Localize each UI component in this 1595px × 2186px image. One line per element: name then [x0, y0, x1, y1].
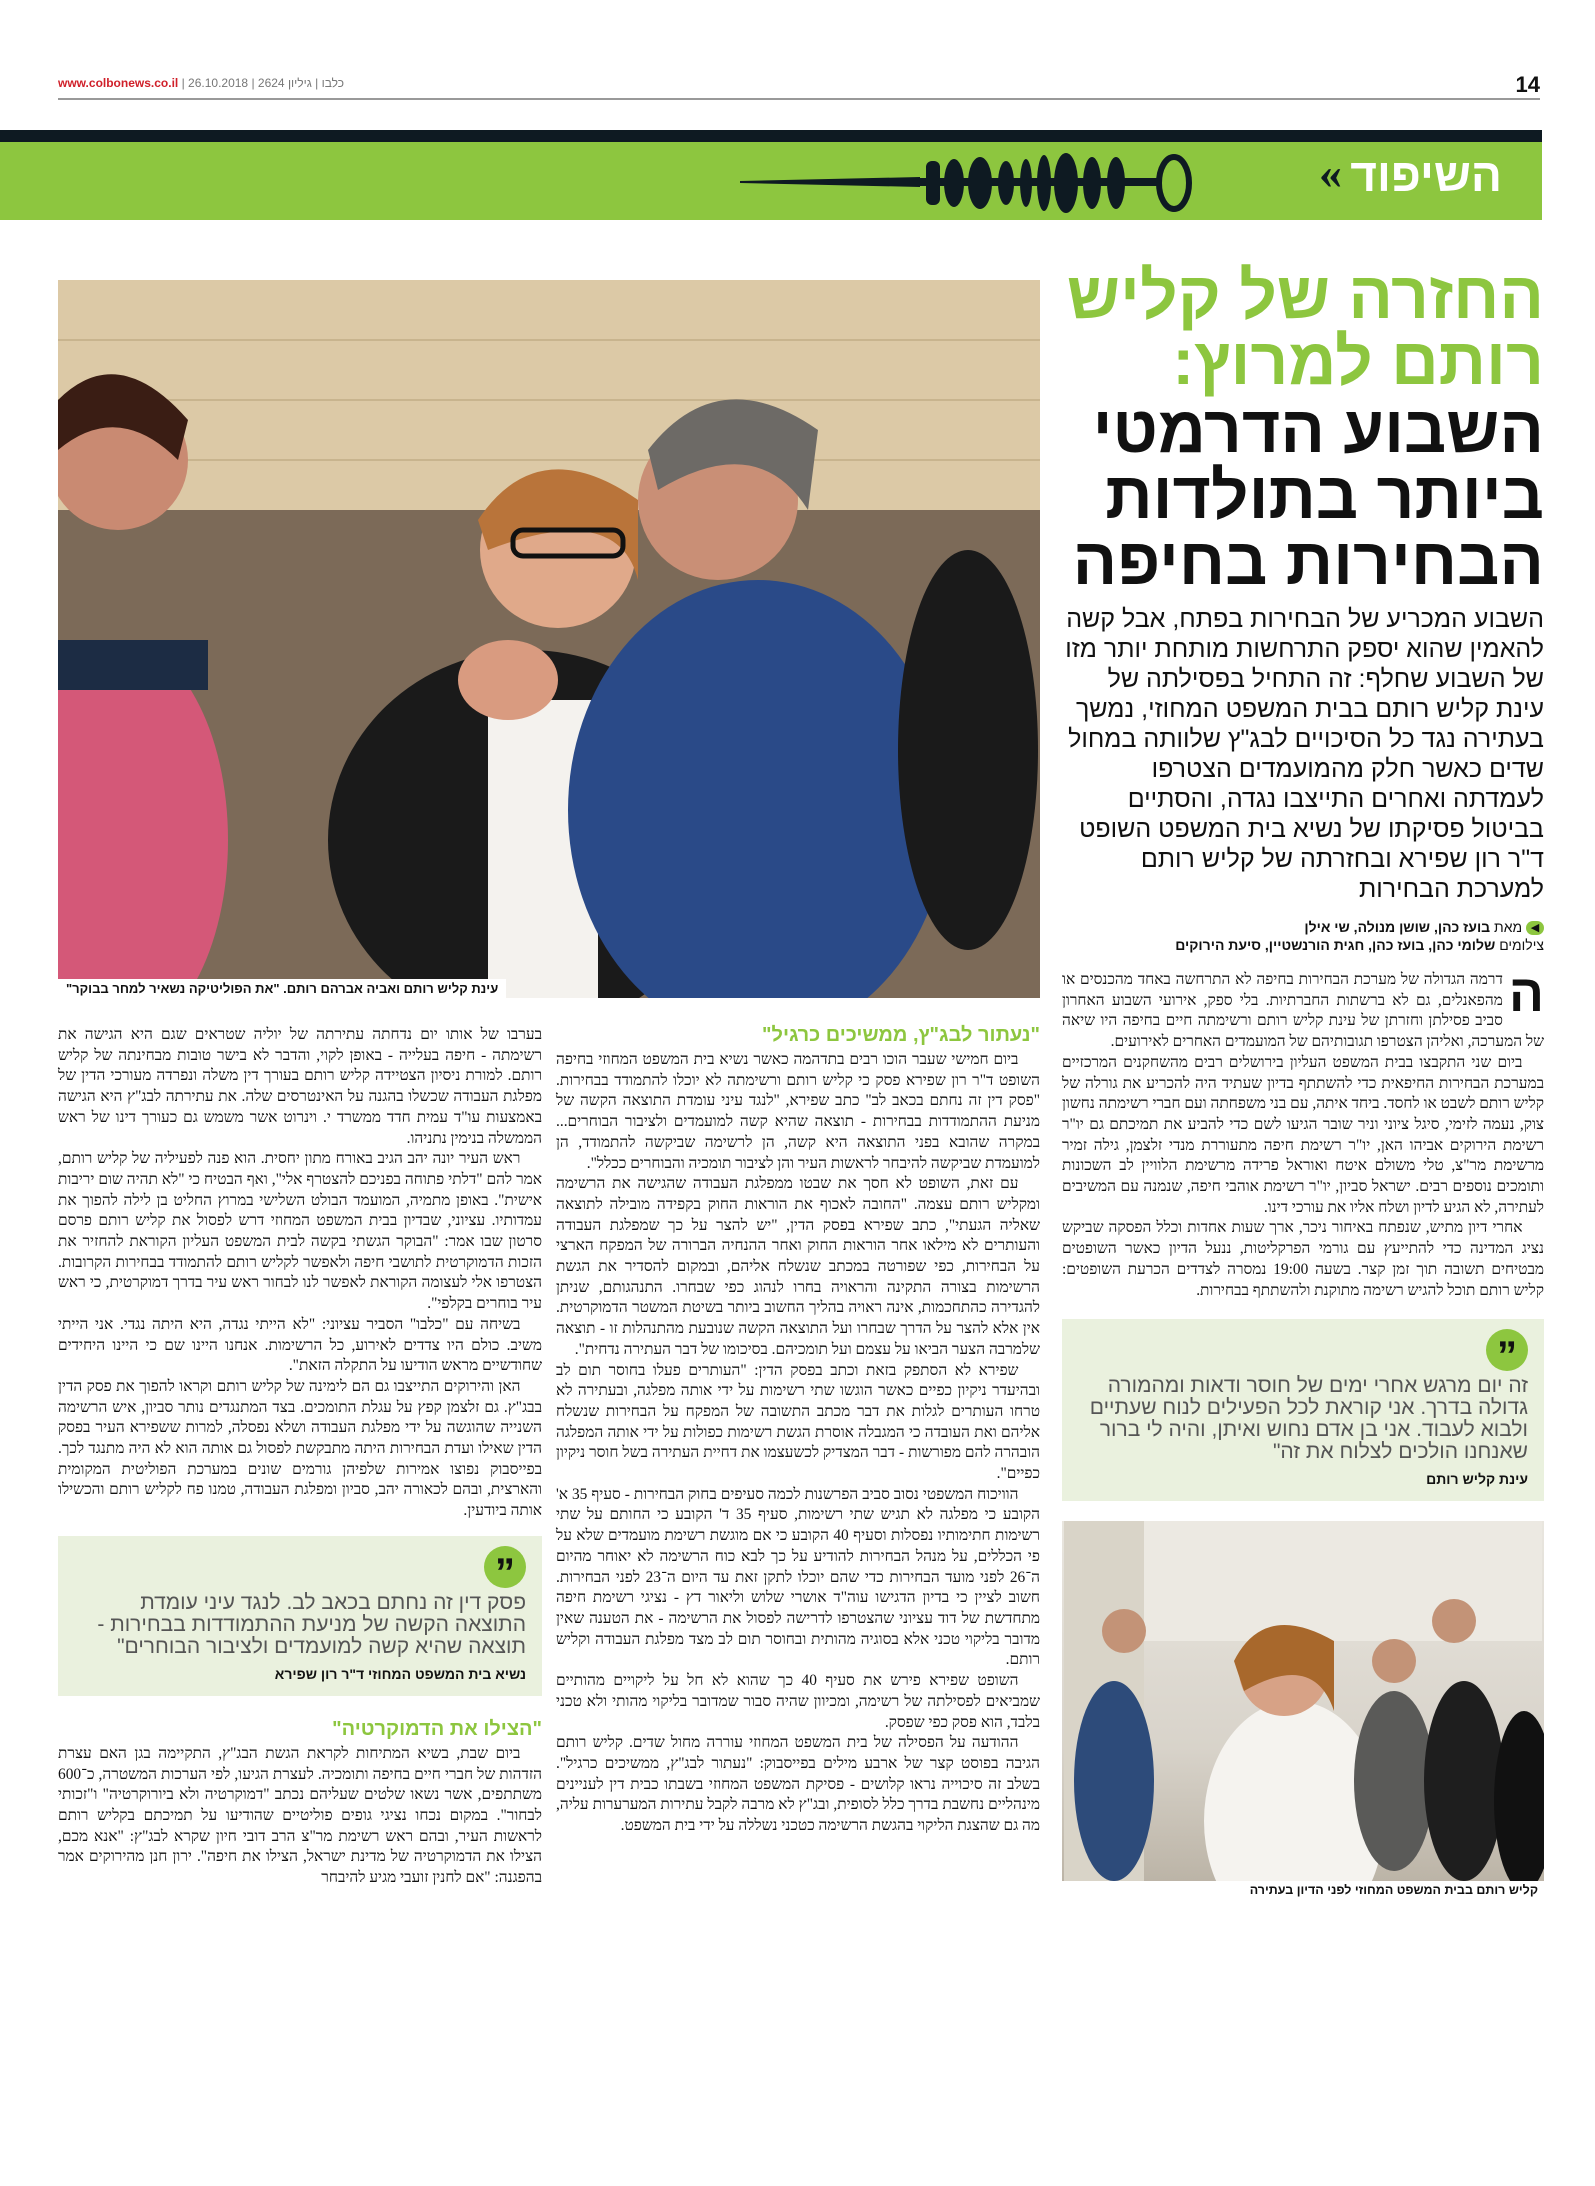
paragraph: ביום שני התקבצו בבית המשפט העליון בירושלים רבים מהשחקנים המרכזיים במערכת הבחירות החיפאית כדי להשתתף בדיון שעתיד היה להכריע את גורלה של קליש רותם לשבט או לחסד. ביחד איתה, עם בני משפחתה ועם חברי רשימתה נחשון צוק, נעמה לזימי, סיגל ציוני וניר שובר הגיעו לשם כדי להביע את תמיכתם גם יו"ר רשימת הירוקים אביהו האן, יו"ר רשימת חיפה מתעוררת מנדי זלצמן, גילה זמיר מרשימת מר"צ, טלי משולם איטח ואוראל פרידה מרשימת הלוויין לב השכונות ותומכים נוספים רבים. ישראל סביון, יו"ר רשימת אוהבי חיפה, שנמנה עם המשיבים לעתירה, לא הגיע לדיון ושלח אליו את עורכי דינו.	[1062, 1053, 1544, 1216]
paragraph: ראש העיר יונה יהב הגיב באורח מתון יחסית. הוא פנה לפעיליה של קליש רותם, אמר להם "דלתי פתוחה בפניכם להצטרף אלי", ואף הבטיח כי "לא תהיה שום יריבות אישית". באופן מתמיה, המועמד הבולט השלישי במרוץ החליט בן לילה להפוך את עמדותיו. עציוני, שבדיון בבית המשפט המחוזי דרש לפסול את קליש רותם פרסם סרטון שבו אמר: "הבוקר הגשתי בקשה לבית המשפט העליון הקוראת להחזיר את הזכות הדמוקרטית לתושבי חיפה ולאפשר לקליש רותם להתמודד בבחירות הקרובות. הצטרפו אלי לעצומה הקוראת לאפשר לנו לבחור ראש עיר בדרך דמוקרטית, כי ראש עיר בוחרים בקלפי".	[58, 1150, 542, 1313]
photo-credits-line	[1062, 936, 1544, 954]
paragraph: בשיחה עם "כלבו" הסביר עציוני: "לא הייתי נגדה, היא היתה נגדי. אני הייתי משיב. כולם היו צדדים לאירוע, כל הרשימות. אנחנו היינו שם כי היינו היחידים שחודשיים מראש הודיעו על התקלה הזאת".	[58, 1315, 542, 1375]
left-column-stack	[58, 1025, 542, 1889]
photo-credits: שלומי כהן, בועז כהן, חגית הורנשטיין, סיעת הירוקים	[1175, 937, 1496, 953]
byline-authors: בועז כהן, שושן מנולה, שי אילן	[1304, 919, 1491, 935]
right-column-stack	[1062, 258, 1544, 1899]
paragraph: אחרי דיון מתיש, שנפתח באיחור ניכר, ארך שעות אחדות וכלל הפסקה שביקש נציג המדינה כדי להתייעץ עם גורמי הפרקליטות, ננעל הדיון כאשר השופטים מבטיחים תשובה תוך זמן קצר. בשעה 19:00 נמסרה לצדדים הכרעת השופטים: קליש רותם תוכל להגיש רשימה מתוקנת ולהשתתף בבחירות.	[1062, 1219, 1544, 1299]
quote-icon: ”	[484, 1546, 526, 1588]
bottom-photo	[1062, 1521, 1544, 1899]
column-left-continued	[58, 1716, 542, 1889]
subheading: "הצילו את הדמוקרטיה"	[332, 1717, 542, 1740]
paragraph: הוויכוח המשפטי נסוב סביב הפרשנות לכמה סעיפים בחוק הבחירות - סעיף 35 א' הקובע כי מפלגה לא תגיש שתי רשימות, סעיף 35 ד' הקובע כי החותם על שתי רשימות חתימותיו נפסלות וסעיף 40 הקובע כי אם מוגשת רשימת מועמדים שלא על פי הכללים, על מנהל הבחירות להודיע על כך לבא כוח הרשימה לא יאוחר מהיום ה־26 לפני מועד הבחירות כדי שהם יוכלו לתקן זאת עד היום ה־23 לפני הבחירות. חשוב לציין כי בדיון הדגישו עוה"ד אושרי שלוש וליאור דץ - נציגי רשימת חיפה מתחדשת של דוד עציוני שהצטרפו לדרישה לפסול את הרשימה - את הטענה שאין מדובר בליקוי טכני אלא בסוגיה מהותית ובחוסר תום לב מצד מפלגת העבודה וקליש רותם.	[556, 1485, 1040, 1669]
bottom-photo-caption: קליש רותם בבית המשפט המחוזי לפני הדיון בעתירה	[1062, 1881, 1544, 1899]
byline-prefix: מאת	[1494, 919, 1523, 935]
section-band-top	[0, 130, 1542, 142]
arrow-left-icon: ◀	[1526, 921, 1544, 935]
photo-credit-prefix: צילומים	[1499, 937, 1544, 953]
page-header	[58, 72, 1540, 100]
authors-line	[1062, 918, 1544, 936]
section-title: השיפוד	[1350, 149, 1502, 201]
photo-courthouse	[1062, 1521, 1544, 1899]
article-header	[1062, 258, 1544, 904]
drop-cap: ה	[1508, 965, 1544, 1023]
quote-icon: ”	[1486, 1329, 1528, 1371]
column-middle	[556, 1022, 1040, 1837]
site-url[interactable]: www.colbonews.co.il	[58, 76, 179, 90]
paragraph: השופט שפירא פירש את סעיף 40 כך שהוא לא חל על ליקויים מהותיים שמביאים לפסילתה של רשימה, ומכיוון שהיה סבור שמדובר בליקוי מהותי ולא טכני בלבד, הוא פסק כפי שפסק.	[556, 1672, 1040, 1731]
headline-green: החזרה של קליש רותם למרוץ:	[1066, 258, 1544, 398]
page-number: 14	[1515, 72, 1540, 97]
quote-source: עינת קליש רותם	[1426, 1471, 1528, 1488]
byline	[1062, 918, 1544, 954]
pull-quote-right	[1062, 1319, 1544, 1501]
paragraph: דרמה הגדולה של מערכת הבחירות בחיפה לא התרחשה באחד מהכנסים או מהפאנלים, גם לא ברשתות החברתיות. בלי ספק, אירועי השבוע האחרון סביב פסילתן וחזרתן של עינת קליש רותם ורשימתה חיים בחיפה היו שיאה של המערכה, ואליהן הצטרפו תגובותיהם של המועמדים האחרים לאירועים.	[1062, 971, 1544, 1051]
issue-meta: | כלבו | גיליון 2624 | 26.10.2018	[178, 76, 345, 90]
lead-paragraph: השבוע המכריע של הבחירות בפתח, אבל קשה להאמין שהוא יספק התרחשות מותחת יותר מזו של השבוע שחלף: זה התחיל בפסילתה של עינת קליש רותם בבית המשפט המחוזי, נמשך בעתירה נגד כל הסיכויים לבג"ץ שלוותה במחול שדים כאשר חלק מהמועמדים הצטרפו לעמדתה ואחרים התייצבו נגדה, והסתיים בביטול פסיקתו של נשיא בית המשפט השופט ד"ר רון שפירא ובחזרתה של קליש רותם למערכת הבחירות	[1065, 605, 1544, 903]
pull-quote-left	[58, 1536, 542, 1696]
paragraph: האן והירוקים התייצבו גם הם לימינה של קליש רותם וקראו להפוך את פסק הדין בבג"ץ. גם זלצמן קפץ על עגלת התומכים. בצד המתנגדים נותר סביון, איש הרשימה השנייה שהוגשה על ידי מפלגת העבודה ושלא נפסלה, למרות ששפירא העיר בפסק הדין שאילו ועדת הבחירות היתה מתבקשת לפסול גם אותה הוא לא היה מתנגד לכך. בפייסבוק נפוצו אמירות שלפיהן גורמים שונים במערכת הפוליטית המקומית והארצית, ובהם לכאורה יהב, סביון ומפלגת העבודה, טמנו פח לקליש רותם והכשילו אותה ביודעין.	[58, 1377, 542, 1520]
column-left	[58, 1025, 542, 1522]
quote-text: פסק דין זה נחתם בכאב לב. לנגד עיני עומדת התוצאה הקשה של מניעת ההתמודדות בבחירות - תוצאה שהיא קשה למועמדים ולציבור הבוחרים"	[97, 1590, 526, 1658]
paragraph: שפירא לא הסתפק בזאת וכתב בפסק הדין: "העותרים פעלו בחוסר תום לב ובהיעדר ניקיון כפיים כאשר הוגשו שתי רשימות על ידי אותה מפלגה, ובעתירה לא טרחו העותרים לגלות את דבר מכתב התשובה של המפקח על הבחירות שנשלח אליהם ואת העובדה כי המגבלה אוסרת הגשת רשימות כפולות על ידי אותה המפלגה הובהרה להם מפורשות - דבר המצדיק לכשעצמו את דחיית העתירה בשל חוסר ניקיון כפיים".	[556, 1361, 1040, 1483]
paragraph: ההודעה על הפסילה של בית המשפט המחוזי עוררה מחול שדים. קליש רותם הגיבה בפוסט קצר של ארבע מילים בפייסבוק: "נעתור לבג"ץ, ממשיכים כרגיל". בשלב זה סיכוייה נראו קלושים - פסיקת המשפט המחוזי בשבתו כבית דין לעניינים מינהליים נחשבת בדרך כלל לסופית, ובג"ץ לא מרבה לקבל עתירות המערערות עליה, מה גם שהצגת הליקוי בהגשת הרשימה כטכני נשללה על ידי בית המשפט.	[556, 1734, 1040, 1835]
skewer-logo-icon	[740, 147, 1210, 217]
main-photo-caption: עינת קליש רותם ואביה אברהם רותם. "את הפוליטיקה נשאיר למחר בבוקר"	[58, 979, 506, 998]
subheading: "נעתור לבג"ץ, ממשיכים כרגיל"	[762, 1024, 1040, 1046]
headline-black: השבוע הדרמטי ביותר בתולדות הבחירות בחיפה	[1072, 392, 1544, 598]
paragraph: עם זאת, השופט לא חסך את שבטו ממפלגת העבודה שהגישה את הרשימה ומקליש רותם עצמה. "החובה לאכוף את הוראות החוק בקפידה מובילה לתוצאה שאליה הגעתי", כתב שפירא בפסק הדין, "יש להצר על כך שמפלגת העבודה והעותרים לא מילאו אחר הוראות החוק ואחר ההנחיה הברורה של המפקח הארצי על הבחירות, כפי שפורטה במכתב שנשלח אליהם, ובמקום להסדיר את הגשת הרשימות בצורה התקינה והראויה בחרו לנהוג כפי שבחרו. התנהגותם, שניתן להגדירה כהתחכמות, אינה ראויה בהליך החשוב ביותר בשיטת המשטר הדמוקרטית. אין אלא להצר על הדרך שבחרו ועל התוצאה הקשה שנובעת מהתנהלות זו - תוצאה שלמרבה הצער הביאו על עצמם ועל תומכיהם. בסיכומו של דבר העתירה נדחית".	[556, 1175, 1040, 1358]
main-photo	[58, 280, 1040, 998]
paragraph: ביום שבת, בשיא המתיחות לקראת הגשת הבג"ץ, התקיימה בגן האם עצרת הזדהות של חברי חיים בחיפה ותומכיה. לעצרת הגיעו, לפי הערכות המשטרה, כ־600 משתתפים, אשר נשאו שלטים שעליהם נכתב "דמוקרטיה ולא ביורוקרטיה" ו"זכותי לבחור". במקום נכחו נציגי גופים פוליטיים שהודיעו על תמיכתם בקליש רותם לראשות העיר, ובהם ראש רשימת מר"צ הרב דובי חיון שקרא לבג"ץ: "אנא מכם, הצילו את הדמוקרטיה של מדינת ישראל, הצילו את חיפה". ירון חנן מהירוקים אמר בהפגנה: "אם לחנין זועבי מגיע להיבחר	[58, 1744, 542, 1887]
section-banner	[0, 142, 1542, 220]
chevron-double-left-icon: «	[1319, 147, 1342, 198]
paragraph: ביום חמישי שעבר הוכו רבים בתדהמה כאשר נשיא בית המשפט המחוזי בחיפה השופט ד"ר רון שפירא פסק כי קליש רותם ורשימתה לא יוכלו להתמודד בבחירות. "פסק דין זה נחתם בכאב לב" כתב שפירא, "לנגד עיני עומדת התוצאה הקשה של מניעת ההתמודדות בבחירות - תוצאה שהיא קשה למועמדים ולציבור הבוחרים... במקרה שהובא בפני התוצאה היא קשה, הן לרשימה שביקשה להתמודד, הן למועמדת שביקשה להיבחר לראשות העיר והן לציבור תומכיה והבוחרים ככלל".	[556, 1051, 1040, 1172]
quote-source: נשיא בית המשפט המחוזי ד"ר רון שפירא	[274, 1665, 526, 1682]
quote-text: זה יום מרגש אחרי ימים של חוסר ודאות ומהמורה גדולה בדרך. אני קוראת לכל הפעילים לנוח שעתיים ולבוא לעבוד. אני בן אדם נחוש ואיתן, והיה לי ברור שאנחנו הולכים לצלוח את זה"	[1089, 1374, 1528, 1464]
photo-people-hugging	[58, 280, 1040, 998]
column-right	[1062, 965, 1544, 1301]
paragraph: בערבו של אותו יום נדחתה עתירתה של יוליה שטראים שגם היא הגישה את רשימתה - חיפה בעלייה - באופן לקוי, והדבר לא בישר טובות מבחינתה של קליש רותם. למורת ניסיון הצטיידה קליש רותם בעורך דין משלה ונפרדה מעורכי הדין של מפלגת העבודה שכשלו בהגנה על האינטרסים שלה. את עתירתה לבג"ץ היא הגישה באמצעות עו"ד עמית חדד ממשרד י. וינרוט אשר משמש גם כעורך דינו של ראש הממשלה בנימין נתניהו.	[58, 1026, 542, 1147]
